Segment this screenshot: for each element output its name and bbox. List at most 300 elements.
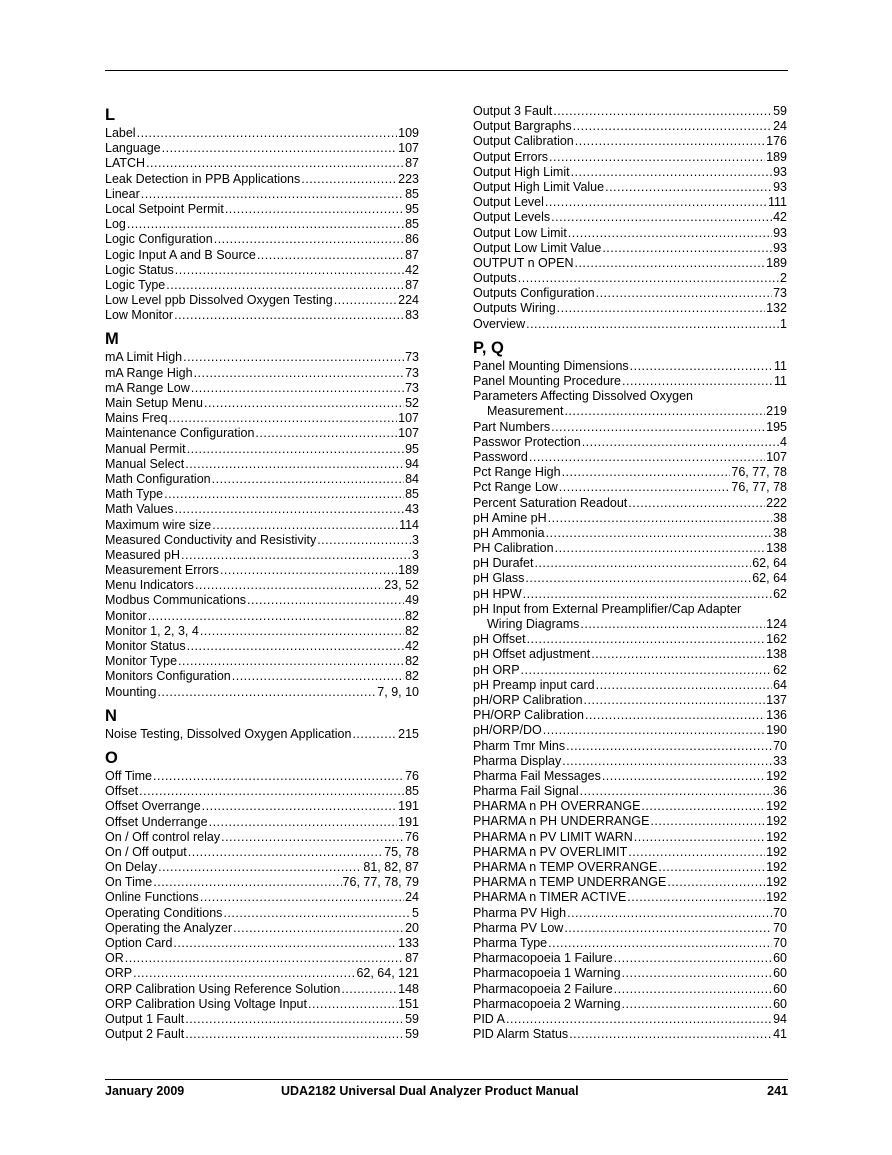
index-term: Output Errors [473, 149, 549, 164]
index-term: Monitor Type [105, 654, 178, 669]
index-term: Passwor Protection [473, 434, 581, 449]
index-entry [473, 678, 787, 693]
index-page-ref: 191 [398, 799, 419, 814]
index-entry [473, 317, 787, 332]
index-term: Math Configuration [105, 471, 211, 486]
index-page-ref: 85 [405, 487, 419, 502]
index-page-ref: 73 [405, 380, 419, 395]
index-page-ref: 73 [405, 350, 419, 365]
index-term: Percent Saturation Readout [473, 495, 628, 510]
index-term: pH/ORP/DO [473, 723, 542, 738]
index-page-ref: 124 [766, 617, 787, 631]
footer-title: UDA2182 Universal Dual Analyzer Product Manual [281, 1084, 579, 1098]
dot-leader [341, 982, 397, 997]
index-entry [473, 890, 787, 905]
index-term: Measured Conductivity and Resistivity [105, 532, 317, 547]
index-term: Pharma Type [473, 935, 548, 950]
index-page-ref: 20 [405, 920, 419, 935]
index-entry [473, 496, 787, 511]
dot-leader [212, 518, 398, 533]
index-term: Output 3 Fault [473, 104, 553, 118]
index-page-ref: 107 [766, 449, 787, 464]
dot-leader [543, 723, 765, 738]
index-entry [105, 563, 419, 578]
index-term: Measurement Errors [105, 563, 219, 578]
index-term: ORP [105, 966, 133, 981]
index-entry [473, 256, 787, 271]
index-page-ref: 49 [405, 593, 419, 608]
index-term: Pct Range Low [473, 480, 558, 495]
index-term: Pharmacopoeia 2 Failure [473, 981, 613, 996]
index-entry [473, 799, 787, 814]
index-term: Linear [105, 186, 140, 201]
index-page-ref: 11 [774, 374, 787, 388]
index-entry [473, 134, 787, 149]
index-term: Outputs Configuration [473, 286, 595, 301]
index-entry [105, 518, 419, 533]
index-page-ref: 60 [773, 981, 787, 996]
index-entry [473, 271, 787, 286]
index-page-ref: 11 [774, 358, 787, 373]
dot-leader [181, 548, 411, 563]
dot-leader [549, 150, 765, 165]
index-entry [473, 951, 787, 966]
index-term: Math Type [105, 487, 164, 502]
index-term: Logic Status [105, 262, 174, 277]
index-term: Output Bargraphs [473, 119, 572, 134]
dot-leader [564, 404, 765, 419]
index-page-ref: 176 [766, 134, 787, 149]
index-page-ref: 59 [405, 1027, 419, 1042]
index-entry [473, 647, 787, 662]
index-term: Monitor 1, 2, 3, 4 [105, 623, 199, 638]
index-entry [105, 860, 419, 875]
index-page-ref: 86 [405, 232, 419, 247]
index-page-ref: 83 [405, 308, 419, 323]
index-entry [105, 578, 419, 593]
index-column-right [473, 104, 787, 1042]
dot-leader [667, 875, 765, 890]
dot-leader [551, 420, 765, 435]
index-page-ref: 94 [773, 1011, 787, 1026]
dot-leader [148, 609, 404, 624]
dot-leader [247, 593, 404, 608]
index-page-ref: 190 [766, 723, 787, 738]
index-entry [105, 248, 419, 263]
dot-leader [573, 119, 772, 134]
dot-leader [568, 226, 772, 241]
index-term: Label [105, 126, 136, 140]
dot-leader [575, 134, 765, 149]
index-entry [473, 739, 787, 754]
dot-leader [204, 396, 404, 411]
index-page-ref: 7, 9, 10 [377, 684, 419, 699]
dot-leader [317, 533, 411, 548]
index-term: Measured pH [105, 547, 181, 562]
index-term: PH/ORP Calibration [473, 708, 584, 723]
index-entry [105, 396, 419, 411]
index-term: pH ORP [473, 662, 520, 677]
dot-leader [141, 187, 404, 202]
index-page-ref: 191 [398, 814, 419, 829]
index-term: PHARMA n TIMER ACTIVE [473, 890, 627, 905]
index-page-ref: 162 [766, 632, 787, 647]
index-entry [105, 308, 419, 323]
index-page-ref: 60 [773, 996, 787, 1011]
index-entry [105, 685, 419, 700]
index-entry [473, 982, 787, 997]
dot-leader [223, 906, 411, 921]
index-entry [105, 232, 419, 247]
index-term: Offset Underrange [105, 814, 208, 829]
index-term: Overview [473, 316, 526, 331]
index-page-ref: 62, 64 [752, 556, 787, 571]
index-entry [473, 526, 787, 541]
index-page-ref: 41 [773, 1027, 787, 1042]
dot-leader [174, 308, 404, 323]
index-page-ref: 60 [773, 966, 787, 981]
dot-leader [527, 632, 766, 647]
dot-leader [308, 997, 397, 1012]
index-term: Logic Type [105, 277, 166, 292]
index-page-ref: 93 [773, 225, 787, 240]
footer-page-number: 241 [767, 1084, 788, 1098]
dot-leader [548, 936, 772, 951]
index-term: Pharmacopoeia 1 Warning [473, 966, 621, 981]
footer-rule [105, 1079, 788, 1080]
index-page-ref: 85 [405, 217, 419, 232]
index-page-ref: 38 [773, 525, 787, 540]
index-entry [473, 921, 787, 936]
index-term: On Time [105, 875, 153, 890]
index-term: Output Level [473, 195, 544, 210]
index-entry [473, 420, 787, 435]
index-entry [105, 669, 419, 684]
dot-leader [562, 465, 731, 480]
index-entry [105, 815, 419, 830]
index-entry [105, 1012, 419, 1027]
index-page-ref: 42 [773, 210, 787, 225]
index-page-ref: 64 [773, 677, 787, 692]
index-term: Output Low Limit [473, 225, 567, 240]
index-term: Pct Range High [473, 465, 561, 480]
index-term: Output High Limit [473, 164, 570, 179]
index-term: Offset Overrange [105, 799, 201, 814]
header-rule [105, 70, 788, 71]
index-term: Output Calibration [473, 134, 574, 149]
index-page-ref: 192 [766, 829, 787, 844]
index-page-ref: 192 [766, 890, 787, 905]
index-entry [473, 936, 787, 951]
dot-leader [596, 286, 772, 301]
index-term: Pharm Tmr Mins [473, 738, 566, 753]
index-term: Modbus Communications [105, 593, 247, 608]
index-page-ref: 189 [766, 255, 787, 270]
dot-leader [582, 435, 779, 450]
dot-leader [562, 754, 772, 769]
index-entry [473, 754, 787, 769]
index-term: pH Durafet [473, 556, 534, 571]
index-term: ORP Calibration Using Reference Solution [105, 981, 341, 996]
dot-leader [185, 1027, 404, 1042]
index-page-ref: 114 [399, 517, 419, 532]
index-entry [473, 632, 787, 647]
index-page-ref: 192 [766, 844, 787, 859]
dot-leader [185, 1012, 404, 1027]
index-page-ref: 3 [412, 547, 419, 562]
index-term: Log [105, 217, 126, 232]
section-letter: P, Q [473, 338, 504, 357]
index-entry [105, 921, 419, 936]
index-entry [473, 374, 787, 389]
index-entry [105, 875, 419, 890]
index-page-ref: 24 [773, 119, 787, 134]
index-page-ref: 82 [405, 608, 419, 623]
index-term: Pharma Fail Messages [473, 768, 601, 783]
dot-leader [153, 769, 404, 784]
dot-leader [146, 156, 404, 171]
index-entry [473, 210, 787, 225]
index-term: pH Ammonia [473, 525, 545, 540]
index-entry [105, 411, 419, 426]
index-term: Maximum wire size [105, 517, 212, 532]
index-term: Output Levels [473, 210, 551, 225]
index-entry [473, 119, 787, 134]
index-page-ref: 87 [405, 951, 419, 966]
index-entry [105, 278, 419, 293]
index-page-ref: 93 [773, 240, 787, 255]
dot-leader [158, 860, 362, 875]
index-entry [473, 571, 787, 586]
index-entry [105, 830, 419, 845]
index-page-ref: 52 [405, 396, 419, 410]
index-page-ref: 4 [780, 434, 787, 449]
index-page-ref: 36 [773, 784, 787, 799]
index-entry [105, 350, 419, 365]
index-page-ref: 42 [405, 262, 419, 277]
index-entry [105, 593, 419, 608]
dot-leader [188, 845, 383, 860]
dot-leader [585, 708, 765, 723]
dot-leader [133, 966, 355, 981]
index-term: PH Calibration [473, 541, 554, 556]
index-entry [105, 457, 419, 472]
index-entry [473, 723, 787, 738]
index-term: Low Level ppb Dissolved Oxygen Testing [105, 293, 333, 308]
dot-leader [574, 256, 765, 271]
index-term: Monitors Configuration [105, 669, 231, 684]
index-entry [473, 286, 787, 301]
index-entry [105, 156, 419, 171]
index-term: Wiring Diagrams [487, 617, 580, 631]
dot-leader [169, 411, 398, 426]
dot-leader [557, 301, 765, 316]
dot-leader [525, 571, 751, 586]
index-term: Logic Input A and B Source [105, 247, 256, 262]
index-entry [473, 150, 787, 165]
index-entry [105, 126, 419, 141]
index-term: PHARMA n TEMP UNDERRANGE [473, 875, 667, 890]
dot-leader [559, 480, 731, 495]
index-entry [105, 799, 419, 814]
index-term: On / Off control relay [105, 829, 221, 844]
dot-leader [529, 450, 765, 465]
footer-date: January 2009 [105, 1084, 185, 1098]
dot-leader [220, 563, 397, 578]
index-term: OUTPUT n OPEN [473, 255, 574, 270]
index-page-ref: 76, 77, 78, 79 [342, 875, 419, 890]
index-entry [473, 180, 787, 195]
dot-leader [209, 815, 398, 830]
dot-leader [627, 890, 765, 905]
dot-leader [187, 639, 405, 654]
index-page-ref: 94 [405, 456, 419, 471]
index-entry [105, 141, 419, 156]
dot-leader [139, 784, 404, 799]
index-term: PID Alarm Status [473, 1027, 569, 1042]
dot-leader [571, 165, 773, 180]
dot-leader [162, 141, 398, 156]
index-term: pH Preamp input card [473, 677, 595, 692]
index-term: Mains Freq [105, 411, 168, 426]
index-term: pH Glass [473, 571, 525, 586]
index-page-ref: 59 [773, 104, 787, 118]
index-page-ref: 192 [766, 799, 787, 814]
index-page-ref: 195 [766, 419, 787, 434]
dot-leader [183, 350, 404, 365]
index-entry [105, 502, 419, 517]
index-page-ref: 5 [412, 905, 419, 920]
index-entry [473, 465, 787, 480]
index-page-ref: 107 [398, 141, 419, 156]
page-footer [105, 1084, 788, 1100]
dot-leader [301, 172, 397, 187]
index-term: Menu Indicators [105, 578, 194, 593]
dot-leader [650, 814, 765, 829]
dot-leader [233, 921, 404, 936]
index-page-ref: 60 [773, 951, 787, 966]
dot-leader [628, 496, 765, 511]
index-page-ref: 62 [773, 662, 787, 677]
index-page-ref: 70 [773, 738, 787, 753]
index-page-ref: 87 [405, 247, 419, 262]
index-term: pH Input from External Preamplifier/Cap Adapter [473, 601, 742, 616]
index-entry [105, 381, 419, 396]
index-page-ref: 70 [773, 920, 787, 935]
index-page-ref: 111 [767, 195, 787, 210]
index-entry [473, 845, 787, 860]
index-entry [105, 906, 419, 921]
dot-leader [566, 739, 772, 754]
dot-leader [127, 217, 404, 232]
index-entry [473, 617, 787, 632]
index-page-ref: 133 [398, 936, 419, 950]
dot-leader [580, 617, 765, 632]
index-page-ref: 24 [405, 890, 419, 905]
index-term: ORP Calibration Using Voltage Input [105, 996, 307, 1011]
dot-leader [602, 769, 765, 784]
index-term: pH Offset [473, 632, 526, 647]
index-term: pH Offset adjustment [473, 647, 591, 662]
index-term: Password [473, 449, 528, 464]
index-entry [473, 769, 787, 784]
section-letter: O [105, 748, 118, 767]
index-page-ref: 59 [405, 1011, 419, 1026]
dot-leader [164, 487, 404, 502]
index-entry [473, 860, 787, 875]
dot-leader [175, 263, 404, 278]
index-term: Local Setpoint Permit [105, 201, 224, 216]
dot-leader [614, 982, 772, 997]
index-page-ref: 192 [766, 875, 787, 890]
index-term: Main Setup Menu [105, 396, 203, 410]
index-page-ref: 81, 82, 87 [363, 860, 419, 875]
dot-leader [202, 799, 397, 814]
index-term: Output Low Limit Value [473, 240, 602, 255]
index-entry [473, 693, 787, 708]
dot-leader [200, 890, 404, 905]
index-page-ref: 223 [398, 171, 419, 186]
dot-leader [569, 1027, 772, 1042]
index-page-ref: 85 [405, 186, 419, 201]
index-term: PHARMA n PV OVERLIMIT [473, 844, 628, 859]
index-page-ref: 1 [780, 316, 787, 331]
index-page-ref: 138 [766, 541, 787, 556]
index-term: Panel Mounting Procedure [473, 374, 622, 388]
dot-leader [175, 502, 405, 517]
index-page-ref: 87 [405, 156, 419, 171]
index-page-ref: 192 [766, 814, 787, 829]
index-entry [473, 587, 787, 602]
index-page-ref: 189 [766, 149, 787, 164]
index-term: On / Off output [105, 844, 187, 859]
index-term: LATCH [105, 156, 146, 171]
index-entry [473, 1012, 787, 1027]
index-term: Low Monitor [105, 308, 174, 323]
dot-leader [137, 126, 398, 141]
dot-leader [658, 860, 765, 875]
index-term: pH/ORP Calibration [473, 692, 583, 707]
index-term: mA Limit High [105, 350, 183, 365]
dot-leader [553, 104, 772, 119]
index-entry [473, 104, 787, 119]
dot-leader [352, 727, 397, 742]
section-letter: M [105, 330, 119, 349]
dot-leader [523, 587, 772, 602]
dot-leader [596, 678, 773, 693]
index-term: Manual Permit [105, 441, 186, 456]
index-entry [105, 293, 419, 308]
index-entry [105, 533, 419, 548]
index-term: PHARMA n PH OVERRANGE [473, 799, 641, 814]
index-entry [105, 936, 419, 951]
index-term: PID A [473, 1011, 505, 1026]
dot-leader [526, 317, 779, 332]
index-entry [473, 301, 787, 316]
index-page-ref: 70 [773, 935, 787, 950]
dot-leader [521, 663, 773, 678]
index-term: Pharmacopoeia 1 Failure [473, 951, 613, 966]
index-term: Pharma Display [473, 753, 562, 768]
dot-leader [634, 830, 765, 845]
index-page-ref: 85 [405, 784, 419, 799]
index-term: OR [105, 951, 124, 966]
dot-leader [622, 997, 773, 1012]
index-term: Off Time [105, 768, 153, 783]
index-page-ref: 73 [773, 286, 787, 301]
index-entry [473, 435, 787, 450]
dot-leader [564, 921, 772, 936]
